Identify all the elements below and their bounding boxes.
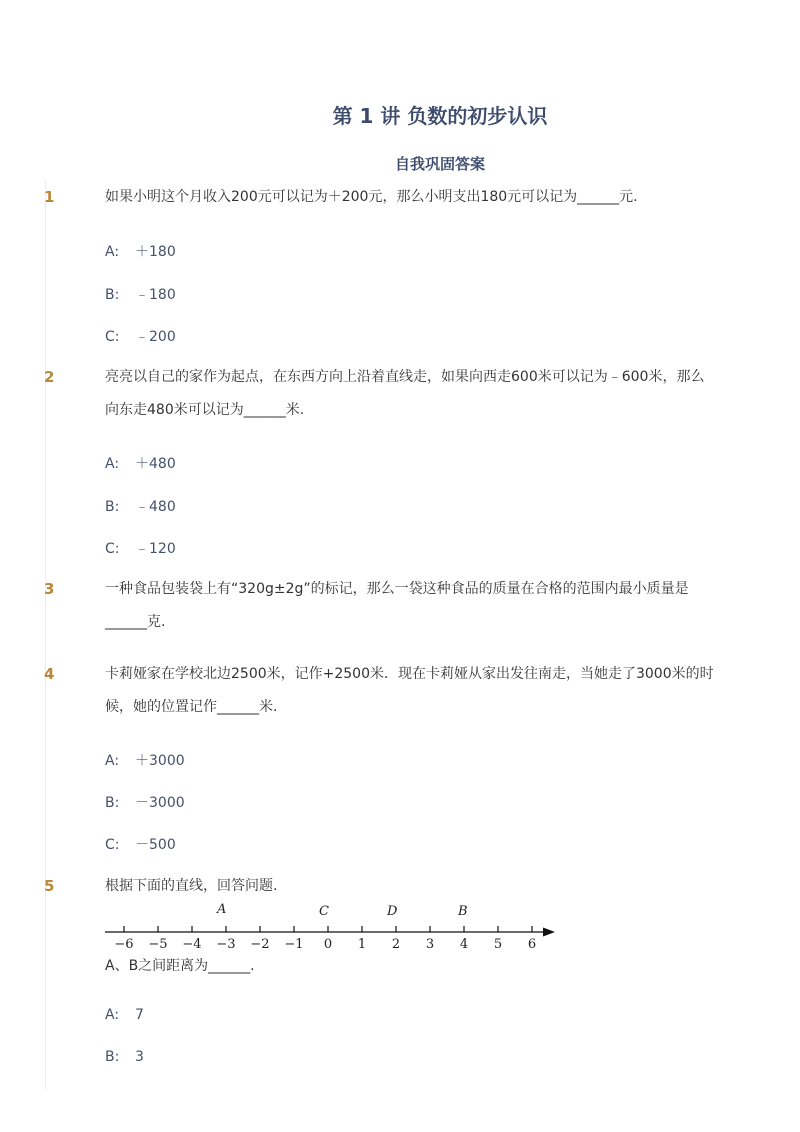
page-subtitle: 自我巩固答案 (394, 155, 485, 173)
number-line-tick-label: 4 (459, 937, 469, 952)
point-label-a: A (217, 902, 227, 917)
question-4-option-c[interactable] (105, 834, 176, 854)
number-line-tick-label: −5 (148, 937, 168, 952)
number-line-tick-label: 6 (527, 937, 537, 952)
option-label: B: (105, 499, 120, 515)
option-value: －500 (135, 837, 176, 853)
number-line-tick-label: 5 (493, 937, 503, 952)
option-label: C: (105, 837, 120, 853)
option-label: A: (105, 456, 120, 472)
option-value: ﹣180 (135, 287, 176, 303)
question-4-text: 卡莉娅家在学校北边2500米，记作+2500米．现在卡莉娅从家出发往南走，当她走了3000米的时候，她的位置记作______米. (105, 666, 714, 715)
option-label: B: (105, 795, 120, 811)
number-line-tick-label: −4 (182, 937, 202, 952)
number-line-tick-label: −1 (284, 937, 304, 952)
point-label-b: B (458, 904, 468, 919)
left-margin-rule (45, 180, 46, 1090)
option-value: ﹣200 (135, 329, 176, 345)
number-line-tick-label: −3 (216, 937, 236, 952)
question-5-option-b[interactable] (105, 1049, 144, 1065)
option-label: A: (105, 1007, 120, 1023)
number-line-figure (100, 895, 560, 955)
number-line-tick-label: −2 (250, 937, 270, 952)
question-1-text: 如果小明这个月收入200元可以记为＋200元，那么小明支出180元可以记为______元. (105, 189, 638, 205)
option-label: A: (105, 753, 120, 769)
option-label: C: (105, 541, 120, 557)
option-label: B: (105, 287, 120, 303)
number-line-arrow (543, 928, 555, 937)
question-2-option-b[interactable] (105, 496, 176, 516)
option-value: ＋180 (135, 244, 176, 260)
option-value: ﹣480 (135, 499, 176, 515)
question-2-text: 亮亮以自己的家作为起点，在东西方向上沿着直线走，如果向西走600米可以记为﹣600米，那么向东走480米可以记为______米. (105, 369, 705, 418)
number-line-tick-label: 2 (391, 937, 401, 952)
option-value: ＋3000 (135, 753, 185, 769)
number-line-tick-label: 0 (323, 937, 333, 952)
question-5-option-a[interactable] (105, 1007, 144, 1023)
option-value: 7 (135, 1007, 144, 1023)
question-1-option-b[interactable] (105, 284, 176, 304)
option-label: C: (105, 329, 120, 345)
number-line-tick-label: 3 (425, 937, 435, 952)
question-1-option-a[interactable] (105, 241, 176, 261)
number-line-tick-label: −6 (114, 937, 134, 952)
question-3-text: 一种食品包装袋上有“320g±2g”的标记，那么一袋这种食品的质量在合格的范围内最小质量是______克. (105, 581, 689, 630)
question-5-subquestion: A、B之间距离为______. (105, 958, 255, 974)
option-value: 3 (135, 1049, 144, 1065)
point-label-d: D (387, 904, 398, 919)
question-3-number: 3 (44, 580, 55, 598)
page-title: 第 1 讲 负数的初步认识 (332, 104, 548, 128)
question-4-number: 4 (44, 665, 55, 683)
option-value: －3000 (135, 795, 185, 811)
number-line-tick-label: 1 (357, 937, 367, 952)
question-4-option-a[interactable] (105, 750, 185, 770)
question-2-number: 2 (44, 368, 55, 386)
question-1-option-c[interactable] (105, 326, 176, 346)
option-value: ＋480 (135, 456, 176, 472)
question-4-option-b[interactable] (105, 792, 185, 812)
option-label: B: (105, 1049, 120, 1065)
question-2-option-a[interactable] (105, 453, 176, 473)
question-2-option-c[interactable] (105, 538, 176, 558)
question-1-number: 1 (44, 188, 55, 206)
option-value: ﹣120 (135, 541, 176, 557)
point-label-c: C (319, 904, 329, 919)
question-5-number: 5 (44, 877, 55, 895)
question-5-text: 根据下面的直线，回答问题. (105, 878, 278, 894)
option-label: A: (105, 244, 120, 260)
